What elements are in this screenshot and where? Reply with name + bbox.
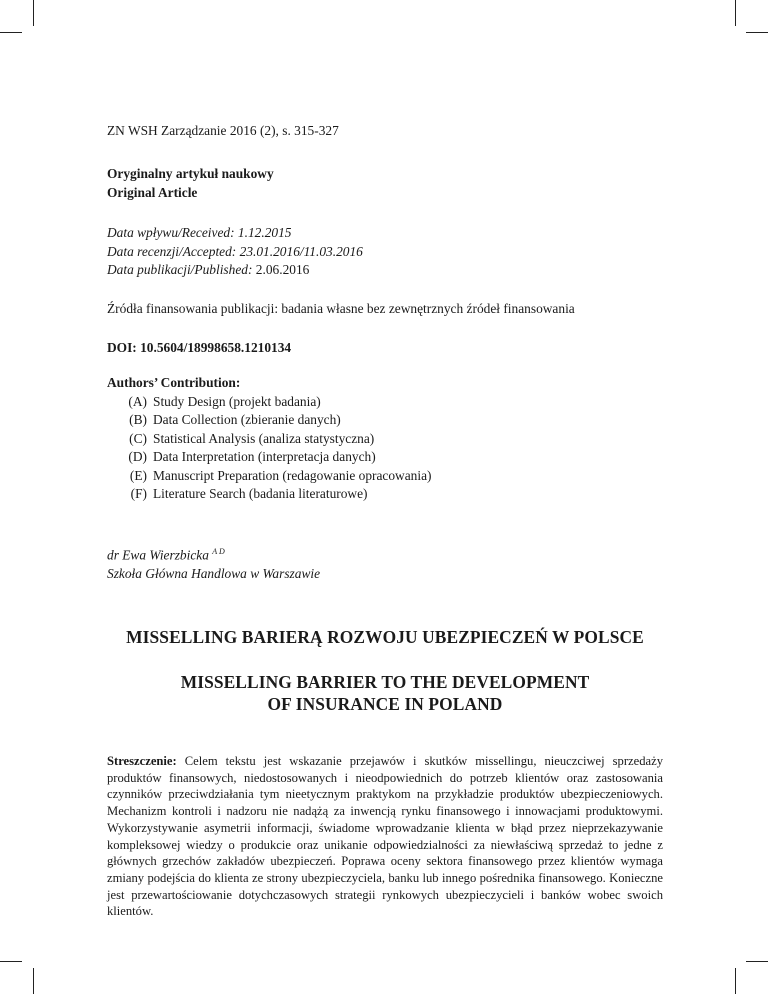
date-published-label: Data publikacji/Published: [107,262,253,277]
contribution-text: Statistical Analysis (analiza statystyczna) [153,430,375,446]
contribution-text: Data Interpretation (interpretacja danych) [153,449,376,464]
article-dates [107,224,363,280]
funding-statement: Źródła finansowania publikacji: badania własne bez zewnętrznych źródeł finansowania [107,301,575,316]
contribution-item [107,448,431,467]
contribution-item [107,393,431,412]
date-accepted-value: 23.01.2016/11.03.2016 [239,243,363,259]
journal-citation: ZN WSH Zarządzanie 2016 (2), s. 315-327 [107,123,339,138]
contribution-item [107,485,431,504]
abstract-label: Streszczenie: [107,754,177,768]
date-published [107,261,363,280]
date-received [107,224,363,243]
article-title-en [107,671,663,715]
crop-mark-top-right-horizontal [746,32,768,33]
crop-mark-top-left-horizontal [0,32,22,33]
contribution-text: Study Design (projekt badania) [153,393,321,409]
contribution-text: Data Collection (zbieranie danych) [153,412,341,427]
date-received-value: 1.12.2015 [237,225,292,240]
article-type [107,165,274,202]
authors-contribution [107,374,431,504]
article-type-pl: Oryginalny artykuł naukowy [107,166,274,181]
date-accepted [107,243,363,262]
contribution-item [107,430,431,449]
crop-mark-top-left-vertical [33,0,34,26]
crop-mark-bottom-right-vertical [735,968,736,994]
abstract-text: Celem tekstu jest wskazanie przejawów i skutków missellingu, nieuczciwej sprzedaży produktów finansowych, niedostosowanych i nieodpowiednich do potrzeb klientów oraz zastosowania czynników przeciwdziałania tym nieetycznym praktykom na przykładzie produktów ubezpieczeniowych. Mechanizm kontroli i nadzoru nie nadążą za inwencją rynku finansowego i innowacjami produktowymi. Wykorzystywanie asymetrii informacji, świadome wprowadzanie klienta w błąd przez nieprzekazywanie kompleksowej wiedzy o produkcie oraz unikanie odpowiedzialności za niewłaściwą sprzedaż to jedne z głównych grzechów zakładów ubezpieczeń. Poprawa oceny sektora finansowego przez klientów wymaga zmiany podejścia do klienta ze strony ubezpieczyciela, banku lub innego pośrednika finansowego. Konieczne jest przewartościowanie dotychczasowych strategii rynkowych ubezpieczycieli i banków wobec swoich klientów. [107,754,663,919]
article-title-pl: MISSELLING BARIERĄ ROZWOJU UBEZPIECZEŃ W POLSCE [126,627,644,647]
date-accepted-label: Data recenzji/Accepted: [107,243,237,259]
contribution-code: (B) [129,412,147,427]
contribution-heading: Authors’ Contribution: [107,375,241,390]
article-type-en: Original Article [107,184,198,200]
contribution-code: (A) [128,393,147,409]
article-title-en-line2: OF INSURANCE IN POLAND [267,694,503,714]
contribution-code: (D) [128,449,147,464]
crop-mark-bottom-left-horizontal [0,961,22,962]
contribution-code: (F) [130,486,147,501]
doi: DOI: 10.5604/18998658.1210134 [107,340,292,355]
contribution-item [107,411,431,430]
author-affiliation: Szkoła Główna Handlowa w Warszawie [107,565,321,581]
author-name-line [107,543,320,565]
author-roles: A D [212,547,225,556]
contribution-text: Literature Search (badania literaturowe) [153,486,368,501]
author-info [107,543,320,583]
contribution-item [107,467,431,486]
date-published-value: 2.06.2016 [255,262,310,277]
crop-mark-bottom-right-horizontal [746,961,768,962]
contribution-code: (C) [129,430,147,446]
contribution-code: (E) [129,467,147,483]
author-name: dr Ewa Wierzbicka [107,547,209,563]
contribution-text: Manuscript Preparation (redagowanie opracowania) [153,467,432,483]
crop-mark-top-right-vertical [735,0,736,26]
article-title-en-line1: MISSELLING BARRIER TO THE DEVELOPMENT [180,672,590,692]
date-received-label: Data wpływu/Received: [107,225,235,240]
abstract [107,753,663,920]
crop-mark-bottom-left-vertical [33,968,34,994]
